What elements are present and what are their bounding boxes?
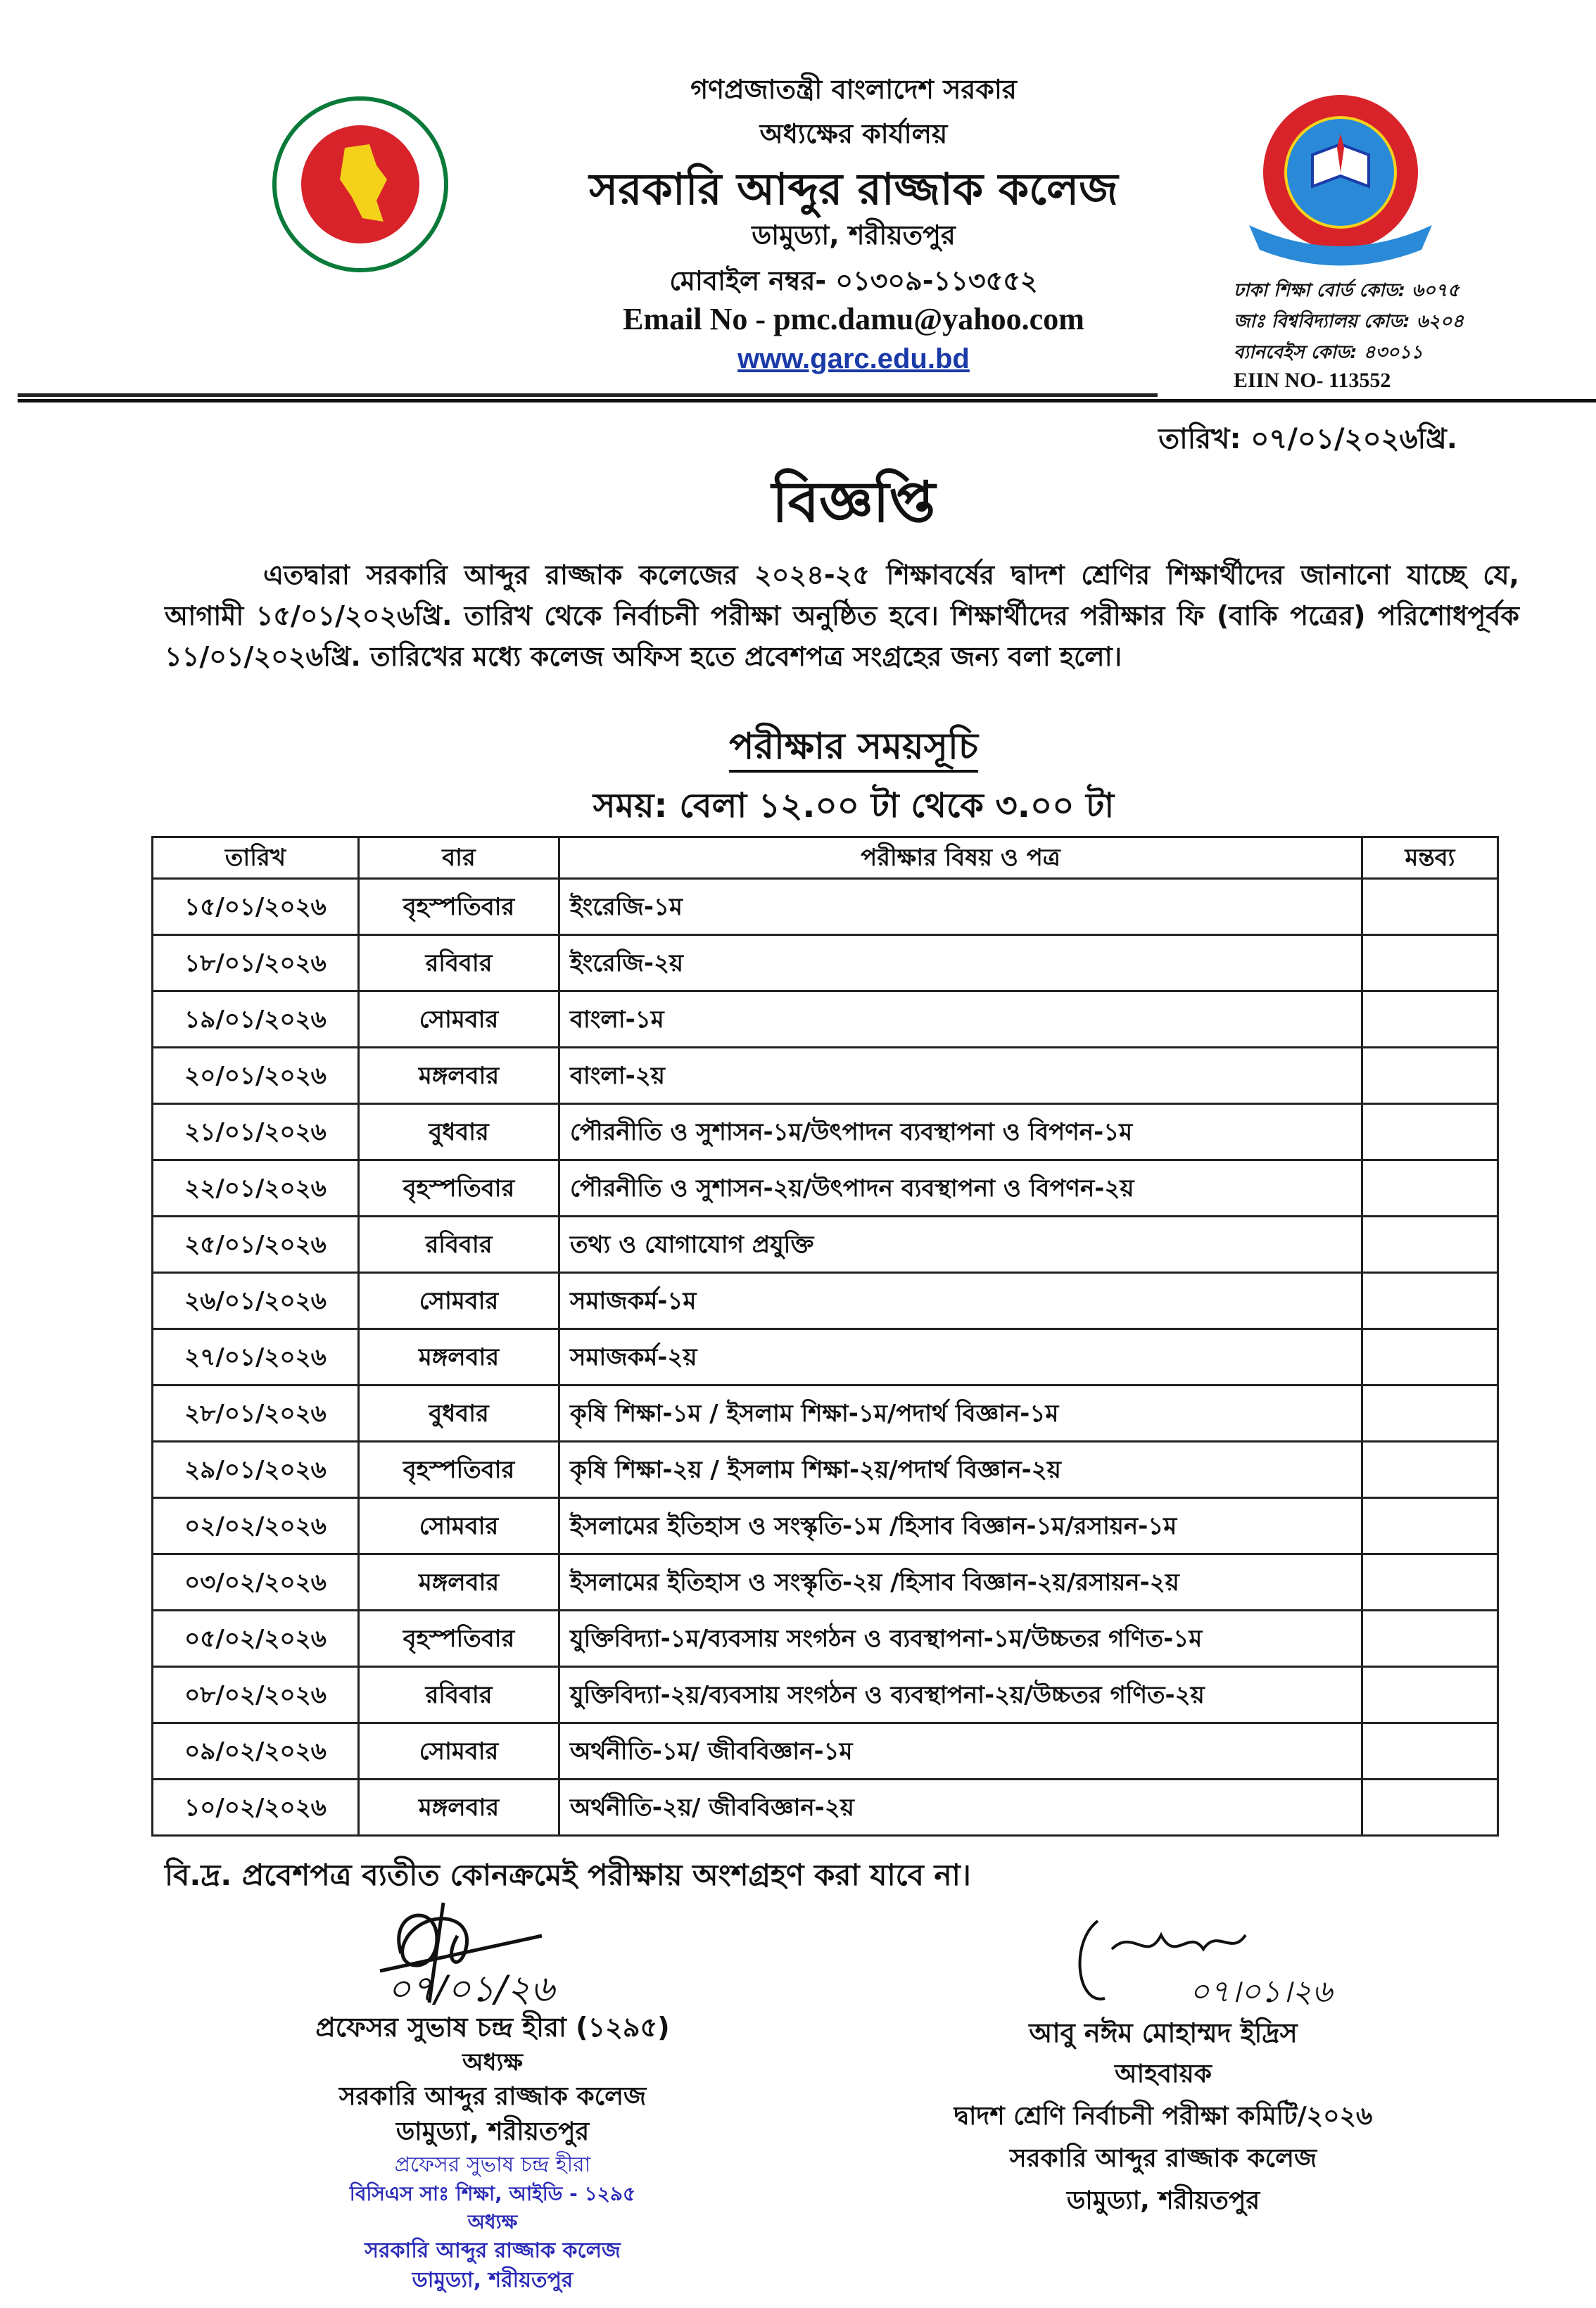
cell-day: সোমবার: [359, 1273, 559, 1329]
cell-subject: বাংলা-২য়: [559, 1048, 1362, 1104]
college-name: সরকারি আব্দুর রাজ্জাক কলেজ: [589, 163, 1118, 215]
convener-designation: আহবায়ক: [1115, 2060, 1212, 2088]
cell-subject: অর্থনীতি-২য়/ জীববিজ্ঞান-২য়: [559, 1780, 1362, 1836]
cell-remarks: [1362, 1160, 1498, 1217]
cell-day: সোমবার: [359, 1723, 559, 1780]
cell-remarks: [1362, 1611, 1498, 1667]
cell-date: ০৮/০২/২০২৬: [153, 1667, 359, 1723]
header-remarks: মন্তব্য: [1362, 837, 1498, 879]
table-row: [153, 1667, 1498, 1723]
schedule-title: পরীক্ষার সময়সূচি: [729, 725, 978, 773]
office-name: অধ্যক্ষের কার্যালয়: [759, 118, 948, 149]
table-row: [153, 991, 1498, 1048]
banbeis-code: ব্যানবেইস কোড: ৪৩০১১: [1234, 342, 1424, 363]
institution-codes: [1234, 276, 1464, 400]
cell-date: ২০/০১/২০২৬: [153, 1048, 359, 1104]
cell-date: ২৯/০১/২০২৬: [153, 1442, 359, 1498]
cell-subject: ইংরেজি-২য়: [559, 935, 1362, 991]
cell-subject: সমাজকর্ম-২য়: [559, 1329, 1362, 1386]
cell-subject: যুক্তিবিদ্যা-২য়/ব্যবসায় সংগঠন ও ব্যবস্থাপনা-২য়/উচ্চতর গণিত-২য়: [559, 1667, 1362, 1723]
cell-date: ১৯/০১/২০২৬: [153, 991, 359, 1048]
cell-day: মঙ্গলবার: [359, 1554, 559, 1611]
bangladesh-govt-logo: [271, 95, 450, 274]
cell-date: ০২/০২/২০২৬: [153, 1498, 359, 1554]
header-divider-2: [18, 399, 1596, 402]
table-row: [153, 1498, 1498, 1554]
table-row: [153, 1329, 1498, 1386]
table-row: [153, 1442, 1498, 1498]
cell-remarks: [1362, 1273, 1498, 1329]
cell-remarks: [1362, 1554, 1498, 1611]
table-row: [153, 1160, 1498, 1217]
table-row: [153, 1780, 1498, 1836]
cell-date: ২৭/০১/২০২৬: [153, 1329, 359, 1386]
cell-date: ২৬/০১/২০২৬: [153, 1273, 359, 1329]
cell-date: ১৮/০১/২০২৬: [153, 935, 359, 991]
stamp-line: প্রফেসর সুভাষ চন্দ্র হীরা: [394, 2152, 591, 2177]
header-date: তারিখ: [153, 837, 359, 879]
cell-date: ২১/০১/২০২৬: [153, 1104, 359, 1160]
convener-name: আবু নঈম মোহাম্মদ ইদ্রিস: [1029, 2017, 1298, 2048]
cell-day: বৃহস্পতিবার: [359, 1442, 559, 1498]
cell-remarks: [1362, 1442, 1498, 1498]
cell-remarks: [1362, 1723, 1498, 1780]
cell-date: ২২/০১/২০২৬: [153, 1160, 359, 1217]
cell-subject: যুক্তিবিদ্যা-১ম/ব্যবসায় সংগঠন ও ব্যবস্থাপনা-১ম/উচ্চতর গণিত-১ম: [559, 1611, 1362, 1667]
table-header-row: [153, 837, 1498, 879]
principal-location: ডামুড্যা, শরীয়তপুর: [395, 2117, 590, 2146]
cell-day: সোমবার: [359, 991, 559, 1048]
cell-subject: তথ্য ও যোগাযোগ প্রযুক্তি: [559, 1217, 1362, 1273]
university-code: জাঃ বিশ্ববিদ্যালয় কোড: ৬২০৪: [1234, 311, 1464, 332]
cell-subject: বাংলা-১ম: [559, 991, 1362, 1048]
cell-remarks: [1362, 879, 1498, 935]
eiin-number: EIIN NO- 113552: [1234, 369, 1391, 392]
college-location: ডামুড্যা, শরীয়তপুর: [752, 220, 956, 251]
stamp-line: সরকারি আব্দুর রাজ্জাক কলেজ: [365, 2238, 621, 2263]
cell-remarks: [1362, 1104, 1498, 1160]
exam-schedule-table: [151, 836, 1499, 1837]
website-link[interactable]: www.garc.edu.bd: [737, 343, 970, 374]
cell-remarks: [1362, 1780, 1498, 1836]
table-row: [153, 1386, 1498, 1442]
note: বি.দ্র. প্রবেশপত্র ব্যতীত কোনক্রমেই পরীক্ষায় অংশগ্রহণ করা যাবে না।: [165, 1858, 971, 1892]
cell-remarks: [1362, 1386, 1498, 1442]
exam-time: সময়: বেলা ১২.০০ টা থেকে ৩.০০ টা: [593, 786, 1115, 825]
cell-subject: পৌরনীতি ও সুশাসন-১ম/উৎপাদন ব্যবস্থাপনা ও বিপণন-১ম: [559, 1104, 1362, 1160]
stamp-line: বিসিএস সাঃ শিক্ষা, আইডি - ১২৯৫: [349, 2182, 636, 2205]
cell-date: ১৫/০১/২০২৬: [153, 879, 359, 935]
convener-committee: দ্বাদশ শ্রেণি নির্বাচনী পরীক্ষা কমিটি/২০২৬: [954, 2102, 1373, 2131]
table-row: [153, 1217, 1498, 1273]
table-row: [153, 1611, 1498, 1667]
notice-title: বিজ্ঞপ্তি: [771, 469, 936, 535]
cell-remarks: [1362, 1217, 1498, 1273]
principal-college: সরকারি আব্দুর রাজ্জাক কলেজ: [338, 2082, 647, 2111]
cell-date: ০৯/০২/২০২৬: [153, 1723, 359, 1780]
email: Email No - pmc.damu@yahoo.com: [623, 302, 1084, 336]
header-subject: পরীক্ষার বিষয় ও পত্র: [559, 837, 1362, 879]
table-row: [153, 1273, 1498, 1329]
cell-remarks: [1362, 1048, 1498, 1104]
cell-day: রবিবার: [359, 1667, 559, 1723]
cell-day: বৃহস্পতিবার: [359, 1611, 559, 1667]
principal-signature: [359, 1897, 626, 2008]
convener-signature: [1070, 1907, 1351, 2011]
principal-designation: অধ্যক্ষ: [462, 2048, 523, 2076]
notice-date: তারিখ: ০৭/০১/২০২৬খ্রি.: [1158, 423, 1457, 455]
principal-name: প্রফেসর সুভাষ চন্দ্র হীরা (১২৯৫): [315, 2012, 670, 2043]
cell-remarks: [1362, 935, 1498, 991]
cell-date: ০৫/০২/২০২৬: [153, 1611, 359, 1667]
stamp-line: ডামুড্যা, শরীয়তপুর: [412, 2268, 574, 2293]
cell-subject: ইংরেজি-১ম: [559, 879, 1362, 935]
cell-subject: ইসলামের ইতিহাস ও সংস্কৃতি-২য় /হিসাব বিজ্ঞান-২য়/রসায়ন-২য়: [559, 1554, 1362, 1611]
cell-subject: অর্থনীতি-১ম/ জীববিজ্ঞান-১ম: [559, 1723, 1362, 1780]
cell-day: বুধবার: [359, 1386, 559, 1442]
cell-day: রবিবার: [359, 1217, 559, 1273]
table-row: [153, 879, 1498, 935]
principal-signature-date: ০৭/০১/২৬: [387, 1968, 555, 2008]
cell-day: সোমবার: [359, 1498, 559, 1554]
cell-date: ২৮/০১/২০২৬: [153, 1386, 359, 1442]
notice-body: এতদ্বারা সরকারি আব্দুর রাজ্জাক কলেজের ২০২৪-২৫ শিক্ষাবর্ষের দ্বাদশ শ্রেণির শিক্ষার্থীদের জানানো যাচ্ছে যে, আগামী ১৫/০১/২০২৬খ্রি. তারিখ থেকে নির্বাচনী পরীক্ষা অনুষ্ঠিত হবে। শিক্ষার্থীদের পরীক্ষার ফি (বাকি পত্রের) পরিশোধপূর্বক ১১/০১/২০২৬খ্রি. তারিখের মধ্যে কলেজ অফিস হতে প্রবেশপত্র সংগ্রহের জন্য বলা হলো।: [165, 559, 1519, 672]
cell-remarks: [1362, 1667, 1498, 1723]
cell-day: বুধবার: [359, 1104, 559, 1160]
govt-name: গণপ্রজাতন্ত্রী বাংলাদেশ সরকার: [690, 74, 1017, 105]
convener-college: সরকারি আব্দুর রাজ্জাক কলেজ: [1009, 2144, 1317, 2173]
cell-remarks: [1362, 1498, 1498, 1554]
table-row: [153, 1554, 1498, 1611]
cell-subject: পৌরনীতি ও সুশাসন-২য়/উৎপাদন ব্যবস্থাপনা ও বিপণন-২য়: [559, 1160, 1362, 1217]
cell-date: ২৫/০১/২০২৬: [153, 1217, 359, 1273]
cell-day: মঙ্গলবার: [359, 1329, 559, 1386]
stamp-line: অধ্যক্ষ: [467, 2210, 518, 2233]
cell-day: মঙ্গলবার: [359, 1048, 559, 1104]
college-logo: [1235, 91, 1446, 274]
cell-day: বৃহস্পতিবার: [359, 879, 559, 935]
cell-remarks: [1362, 991, 1498, 1048]
table-row: [153, 935, 1498, 991]
cell-day: রবিবার: [359, 935, 559, 991]
cell-subject: সমাজকর্ম-১ম: [559, 1273, 1362, 1329]
mobile-number: মোবাইল নম্বর- ০১৩০৯-১১৩৫৫২: [669, 265, 1038, 296]
table-row: [153, 1048, 1498, 1104]
board-code: ঢাকা শিক্ষা বোর্ড কোড: ৬০৭৫: [1234, 280, 1459, 301]
convener-location: ডামুড্যা, শরীয়তপুর: [1066, 2186, 1260, 2215]
cell-date: ১০/০২/২০২৬: [153, 1780, 359, 1836]
cell-remarks: [1362, 1329, 1498, 1386]
table-row: [153, 1104, 1498, 1160]
cell-subject: ইসলামের ইতিহাস ও সংস্কৃতি-১ম /হিসাব বিজ্ঞান-১ম/রসায়ন-১ম: [559, 1498, 1362, 1554]
cell-subject: কৃষি শিক্ষা-১ম / ইসলাম শিক্ষা-১ম/পদার্থ বিজ্ঞান-১ম: [559, 1386, 1362, 1442]
header-divider: [18, 393, 1158, 397]
cell-date: ০৩/০২/২০২৬: [153, 1554, 359, 1611]
convener-signature-date: ০৭।০১।২৬: [1189, 1974, 1333, 2010]
cell-day: মঙ্গলবার: [359, 1780, 559, 1836]
header-day: বার: [359, 837, 559, 879]
table-row: [153, 1723, 1498, 1780]
cell-subject: কৃষি শিক্ষা-২য় / ইসলাম শিক্ষা-২য়/পদার্থ বিজ্ঞান-২য়: [559, 1442, 1362, 1498]
cell-day: বৃহস্পতিবার: [359, 1160, 559, 1217]
